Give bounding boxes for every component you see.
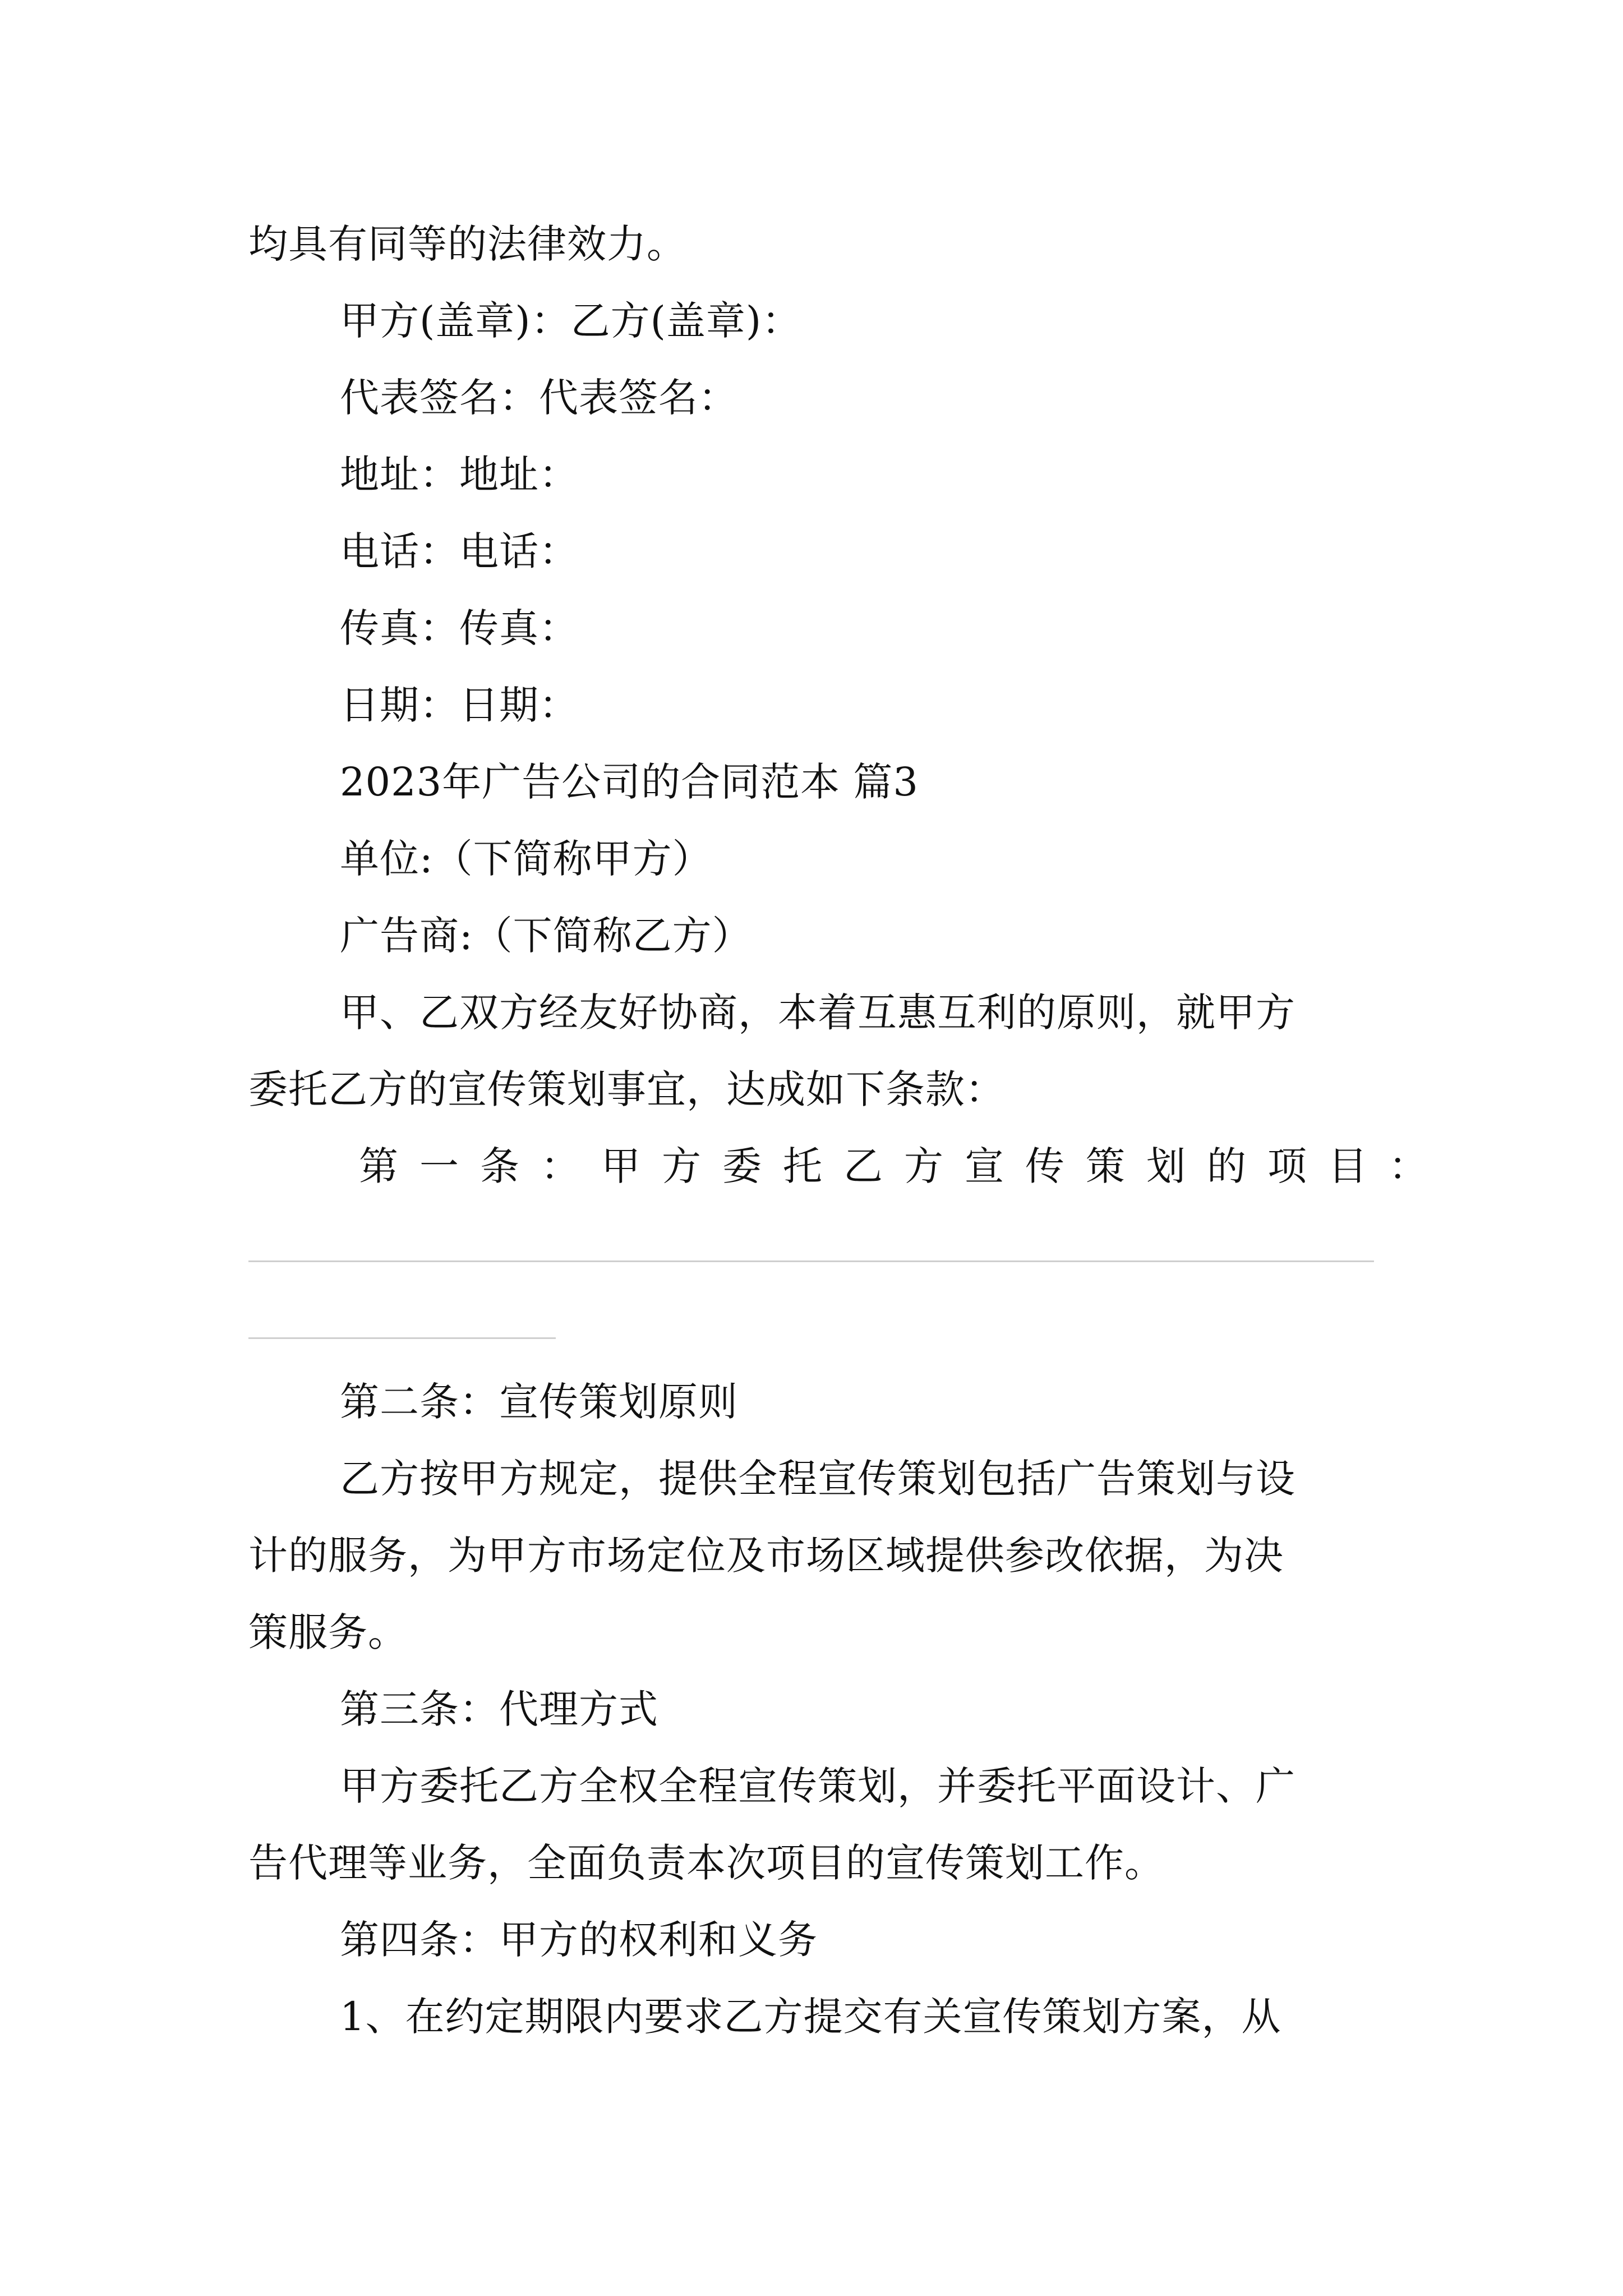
blank-underline [248, 1337, 556, 1339]
paragraph-line: 1、在约定期限内要求乙方提交有关宣传策划方案，从 [340, 1994, 1281, 2040]
paragraph-line: 告代理等业务，全面负责本次项目的宣传策划工作。 [248, 1840, 1164, 1886]
paragraph-line: 甲、乙双方经友好协商，本着互惠互利的原则，就甲方 [340, 990, 1295, 1036]
text-line: 地址：地址： [340, 452, 579, 498]
text-line: 代表签名：代表签名： [340, 375, 738, 421]
text-line: 广告商:（下简称乙方） [340, 913, 752, 959]
text-line: 甲方(盖章)：乙方(盖章)： [340, 298, 802, 344]
clause-heading: 第三条：代理方式 [340, 1686, 658, 1732]
text-line: 日期：日期： [340, 682, 579, 728]
text-line: 单位:（下简称甲方） [340, 836, 712, 882]
text-line: 电话：电话： [340, 528, 579, 574]
blank-underline [248, 1260, 1374, 1262]
paragraph-line: 委托乙方的宣传策划事宜，达成如下条款： [248, 1066, 1005, 1112]
clause-heading: 第四条：甲方的权利和义务 [340, 1917, 818, 1963]
paragraph-line: 计的服务，为甲方市场定位及市场区域提供参改依据，为决 [248, 1533, 1284, 1579]
section-heading: 2023年广告公司的合同范本 篇3 [340, 759, 919, 805]
text-line: 均具有同等的法律效力。 [248, 221, 686, 267]
paragraph-line: 策服务。 [248, 1609, 408, 1655]
clause-heading: 第二条：宣传策划原则 [340, 1379, 738, 1425]
paragraph-line: 甲方委托乙方全权全程宣传策划，并委托平面设计、广 [340, 1763, 1295, 1809]
clause-heading: 第一条：甲方委托乙方宣传策划的项目： [359, 1143, 1449, 1189]
text-line: 传真：传真： [340, 605, 579, 651]
paragraph-line: 乙方按甲方规定，提供全程宣传策划包括广告策划与设 [340, 1456, 1295, 1502]
